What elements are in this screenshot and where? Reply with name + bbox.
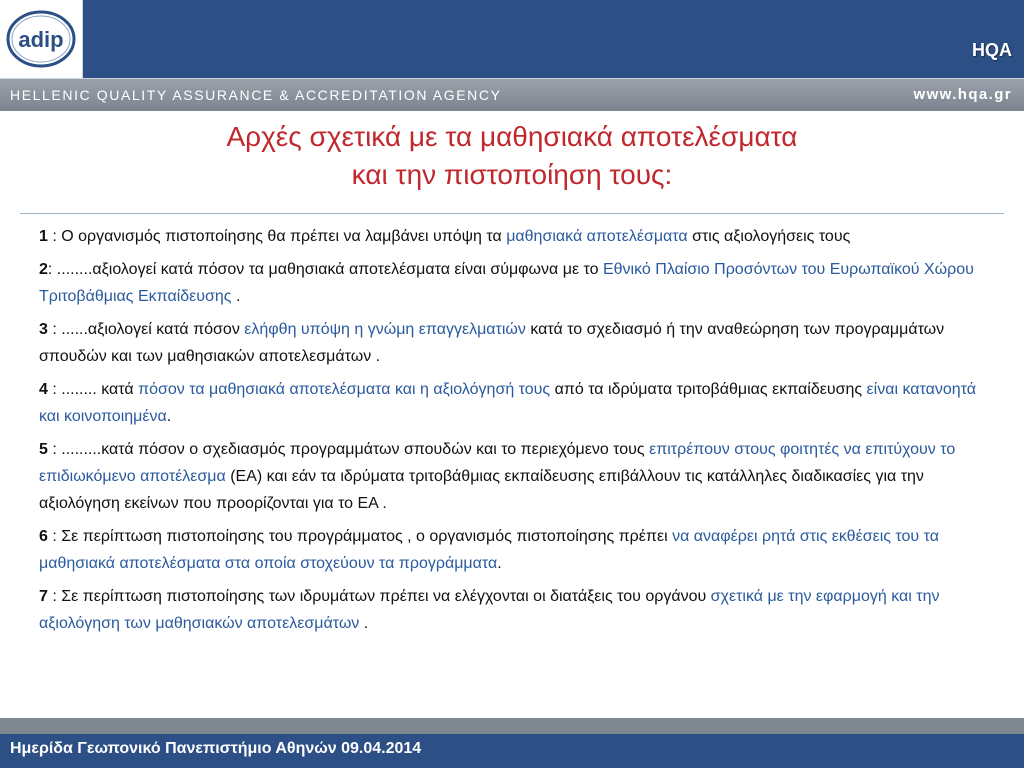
principle-text: : Σε περίπτωση πιστοποίησης των ιδρυμάτων πρέπει να ελέγχονται οι διατάξεις του οργάνου (47, 588, 711, 605)
principle-text: : ......αξιολογεί κατά πόσον (47, 321, 245, 338)
principle-item (39, 436, 994, 517)
agency-name: HELLENIC QUALITY ASSURANCE & ACCREDITATION AGENCY (10, 87, 502, 103)
principle-text: : ........ κατά (47, 381, 139, 398)
slide-title (0, 118, 1024, 194)
principle-highlight: πόσον τα μαθησιακά αποτελέσματα και η αξιολόγησή τους (138, 381, 551, 398)
title-divider (20, 213, 1004, 214)
principle-text: (ΕΑ) και εάν τα ιδρύματα τριτοβάθμιας εκπαίδευσης επιβάλλουν τις κατάλληλες διαδικασίες για την αξιολόγηση εκείνων που προορίζονται για το ΕΑ . (39, 468, 924, 512)
principle-number: 3 (39, 321, 48, 338)
principle-item (39, 583, 994, 637)
principle-item (39, 223, 994, 250)
principle-text: από τα ιδρύματα τριτοβάθμιας εκπαίδευσης (550, 381, 867, 398)
principle-highlight: μαθησιακά αποτελέσματα (506, 228, 688, 245)
principle-text: κατά το σχεδιασμό ή την αναθεώρηση των προγραμμάτων σπουδών και των μαθησιακών αποτελεσμάτων . (39, 321, 945, 365)
principle-text: . (231, 288, 241, 305)
principle-text: . (497, 555, 502, 572)
principle-text: : Σε περίπτωση πιστοποίησης του προγράμματος , ο οργανισμός πιστοποίησης πρέπει (47, 528, 673, 545)
principle-item (39, 316, 994, 370)
principle-text: . (359, 615, 369, 632)
principle-text: : .........κατά πόσον ο σχεδιασμός προγραμμάτων σπουδών και το περιεχόμενο τους (47, 441, 650, 458)
principle-item (39, 376, 994, 430)
footer-stripe (0, 718, 1024, 734)
principle-highlight: επιτρέπουν στους φοιτητές να επιτύχουν το επιδιωκόμενο αποτέλεσμα (39, 441, 956, 485)
principles-list (39, 223, 994, 643)
header-banner (0, 0, 1024, 78)
principle-number: 7 (39, 588, 48, 605)
principle-text: στις αξιολογήσεις τους (687, 228, 851, 245)
footer-bar (0, 734, 1024, 768)
principle-item (39, 256, 994, 310)
principle-text: : ........αξιολογεί κατά πόσον τα μαθησιακά αποτελέσματα είναι σύμφωνα με το (47, 261, 603, 278)
principle-highlight: ελήφθη υπόψη η γνώμη επαγγελματιών (244, 321, 526, 338)
hqa-short-name: HQA (972, 40, 1012, 60)
principle-number: 1 (39, 228, 48, 245)
principle-text: . (166, 408, 172, 425)
slide-title-line-2: και την πιστοποίηση τους: (351, 159, 673, 190)
logo-wordmark: adip (18, 27, 64, 52)
footer-event-text: Ημερίδα Γεωπονικό Πανεπιστήμιο Αθηνών 09.04.2014 (10, 740, 422, 757)
principle-number: 6 (39, 528, 48, 545)
principle-highlight: είναι κατανοητά και κοινοποιημένα (39, 381, 977, 425)
principle-highlight: Εθνικό Πλαίσιο Προσόντων του Ευρωπαϊκού Χώρου Τριτοβάθμιας Εκπαίδευσης (39, 261, 974, 305)
principle-item (39, 523, 994, 577)
adip-logo-icon (4, 8, 78, 70)
adip-logo (0, 0, 83, 78)
principle-number: 4 (39, 381, 48, 398)
principle-highlight: σχετικά με την εφαρμογή και την αξιολόγηση των μαθησιακών αποτελεσμάτων (39, 588, 940, 632)
agency-bar (0, 78, 1024, 111)
principle-number: 2 (39, 261, 48, 278)
principle-text: : Ο οργανισμός πιστοποίησης θα πρέπει να λαμβάνει υπόψη τα (47, 228, 507, 245)
principle-number: 5 (39, 441, 48, 458)
website-link[interactable]: www.hqa.gr (913, 86, 1012, 103)
slide-title-line-1: Αρχές σχετικά με τα μαθησιακά αποτελέσματα (226, 121, 798, 152)
principle-highlight: να αναφέρει ρητά στις εκθέσεις του τα μαθησιακά αποτελέσματα στα οποία στοχεύουν τα προγράμματα (39, 528, 939, 572)
